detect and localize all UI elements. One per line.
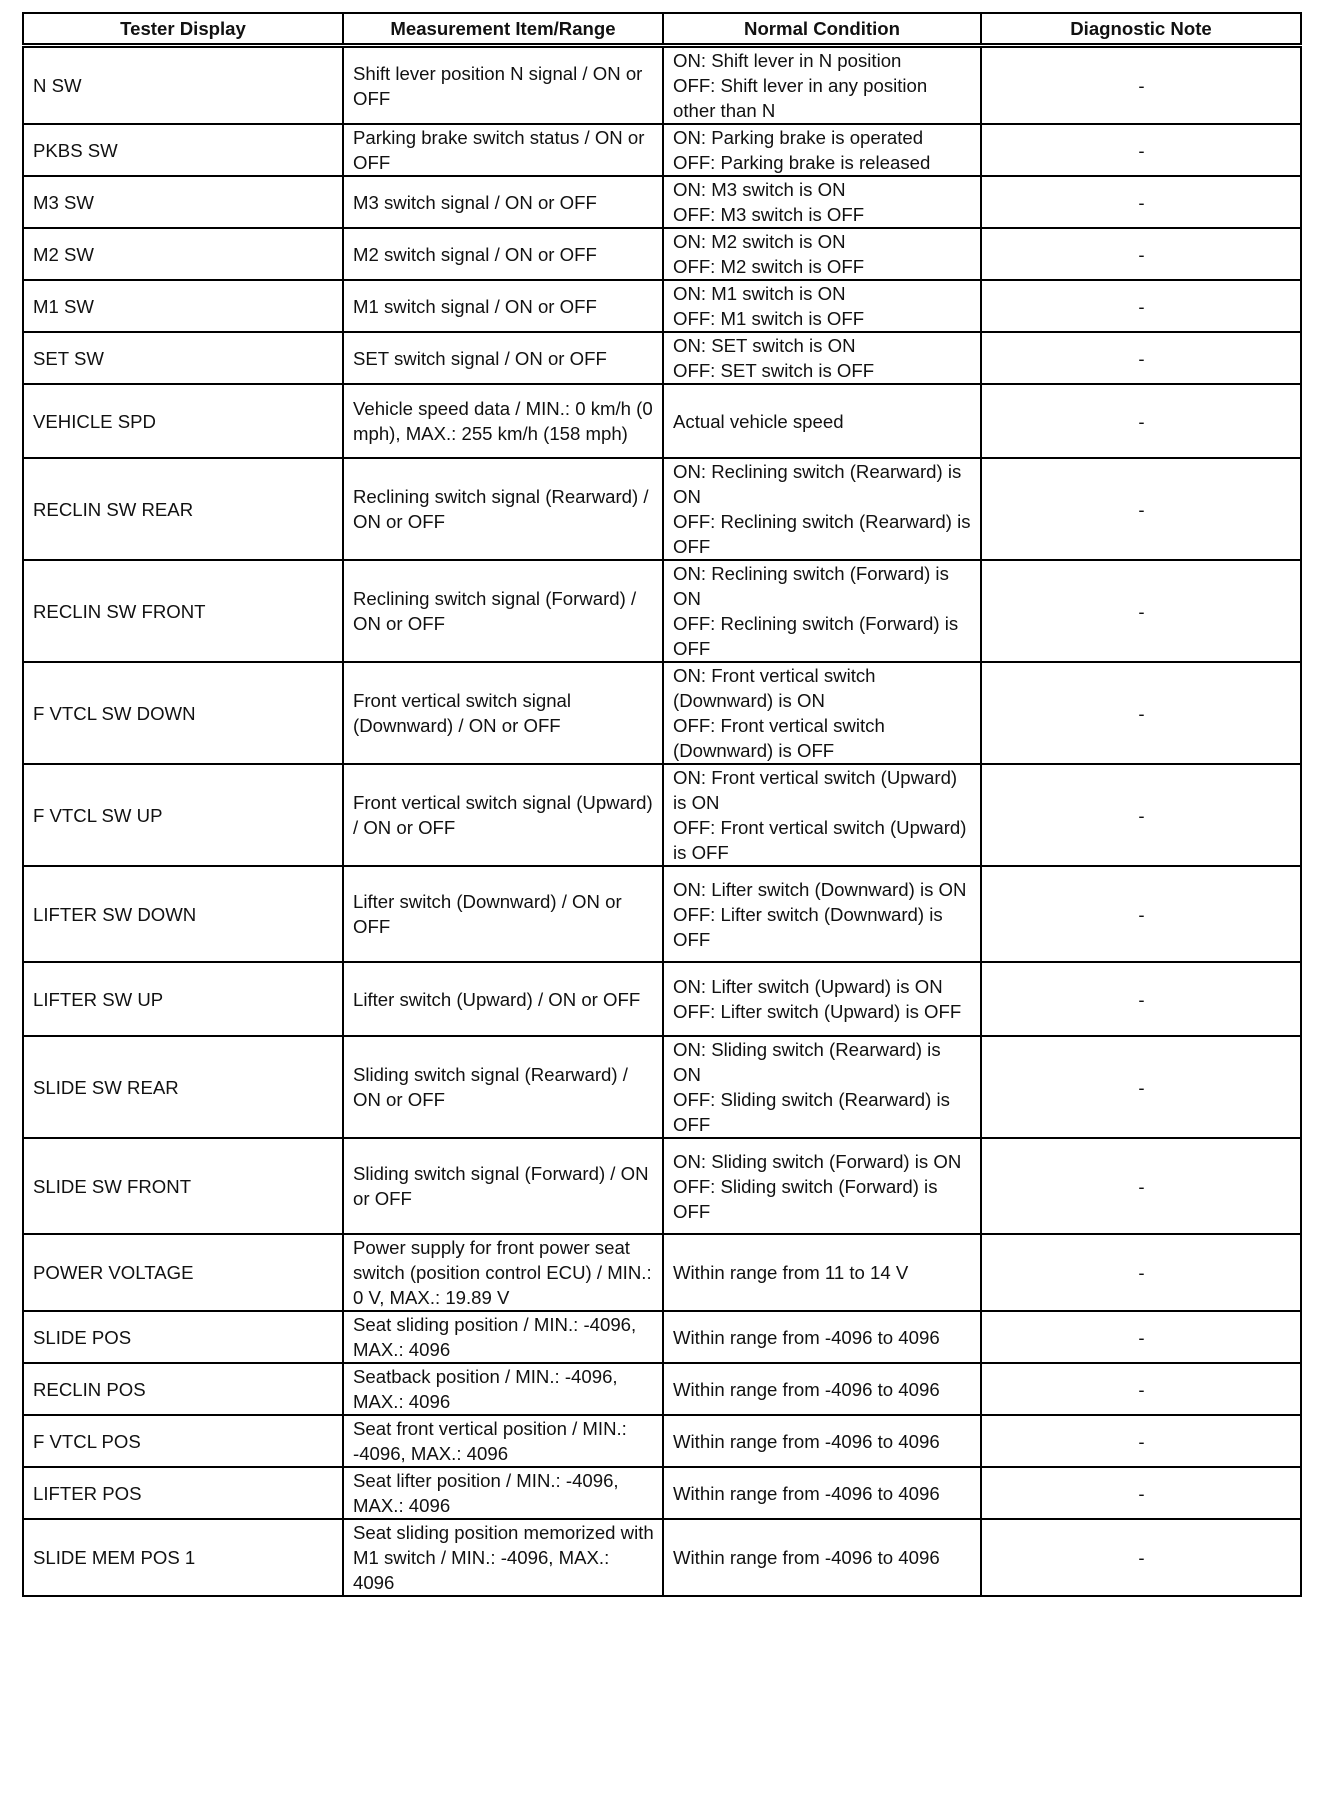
condition-line: ON: Lifter switch (Downward) is ON xyxy=(673,878,967,900)
header-normal-condition: Normal Condition xyxy=(663,13,981,46)
measurement-item-cell: Lifter switch (Downward) / ON or OFF xyxy=(343,866,663,962)
diagnostic-note-cell: - xyxy=(981,176,1301,228)
tester-display-cell: N SW xyxy=(23,46,343,125)
table-row xyxy=(23,228,1301,280)
tester-display-cell: RECLIN SW REAR xyxy=(23,458,343,560)
table-row xyxy=(23,1467,1301,1519)
normal-condition-cell xyxy=(663,332,981,384)
measurement-item-cell: Parking brake switch status / ON or OFF xyxy=(343,124,663,176)
tester-display-cell: LIFTER SW DOWN xyxy=(23,866,343,962)
normal-condition-cell xyxy=(663,764,981,866)
normal-condition-cell xyxy=(663,458,981,560)
tester-data-table xyxy=(22,12,1302,1597)
condition-line: ON: Front vertical switch (Downward) is ON xyxy=(673,665,881,711)
table-row xyxy=(23,332,1301,384)
measurement-item-cell: Power supply for front power seat switch (position control ECU) / MIN.: 0 V, MAX.: 19.89 V xyxy=(343,1234,663,1311)
condition-line: OFF: Reclining switch (Forward) is OFF xyxy=(673,613,964,659)
header-tester-display: Tester Display xyxy=(23,13,343,46)
condition-line: Within range from -4096 to 4096 xyxy=(673,1482,940,1504)
measurement-item-cell: Seat front vertical position / MIN.: -4096, MAX.: 4096 xyxy=(343,1415,663,1467)
diagnostic-note-cell: - xyxy=(981,1311,1301,1363)
table-row xyxy=(23,560,1301,662)
condition-line: ON: Sliding switch (Forward) is ON xyxy=(673,1150,962,1172)
normal-condition-cell xyxy=(663,662,981,764)
condition-line: OFF: Reclining switch (Rearward) is OFF xyxy=(673,511,976,557)
measurement-item-cell: Reclining switch signal (Rearward) / ON or OFF xyxy=(343,458,663,560)
normal-condition-cell xyxy=(663,1519,981,1596)
table-row xyxy=(23,1519,1301,1596)
condition-line: ON: Parking brake is operated xyxy=(673,127,924,148)
condition-line: Within range from -4096 to 4096 xyxy=(673,1430,940,1452)
normal-condition-cell xyxy=(663,866,981,962)
diagnostic-note-cell: - xyxy=(981,384,1301,458)
data-list-sheet xyxy=(22,12,1300,1597)
normal-condition-cell xyxy=(663,1138,981,1234)
diagnostic-note-cell: - xyxy=(981,1467,1301,1519)
measurement-item-cell: Sliding switch signal (Forward) / ON or OFF xyxy=(343,1138,663,1234)
diagnostic-note-cell: - xyxy=(981,332,1301,384)
condition-line: ON: Reclining switch (Rearward) is ON xyxy=(673,461,967,507)
condition-line: OFF: M3 switch is OFF xyxy=(673,204,865,225)
normal-condition-cell xyxy=(663,560,981,662)
measurement-item-cell: M3 switch signal / ON or OFF xyxy=(343,176,663,228)
measurement-item-cell: Seat sliding position memorized with M1 switch / MIN.: -4096, MAX.: 4096 xyxy=(343,1519,663,1596)
normal-condition-cell xyxy=(663,124,981,176)
normal-condition-cell xyxy=(663,1036,981,1138)
diagnostic-note-cell: - xyxy=(981,280,1301,332)
table-row xyxy=(23,1415,1301,1467)
diagnostic-note-cell: - xyxy=(981,764,1301,866)
tester-display-cell: SLIDE SW REAR xyxy=(23,1036,343,1138)
table-row xyxy=(23,46,1301,125)
table-row xyxy=(23,662,1301,764)
header-diagnostic-note: Diagnostic Note xyxy=(981,13,1301,46)
tester-display-cell: POWER VOLTAGE xyxy=(23,1234,343,1311)
diagnostic-note-cell: - xyxy=(981,46,1301,125)
table-row xyxy=(23,764,1301,866)
diagnostic-note-cell: - xyxy=(981,662,1301,764)
tester-display-cell: RECLIN SW FRONT xyxy=(23,560,343,662)
condition-line: ON: Shift lever in N position xyxy=(673,50,902,71)
measurement-item-cell: Sliding switch signal (Rearward) / ON or OFF xyxy=(343,1036,663,1138)
condition-line: ON: Lifter switch (Upward) is ON xyxy=(673,976,943,997)
table-row xyxy=(23,1234,1301,1311)
diagnostic-note-cell: - xyxy=(981,124,1301,176)
normal-condition-cell xyxy=(663,176,981,228)
condition-line: OFF: Sliding switch (Forward) is OFF xyxy=(673,1175,943,1222)
condition-line: OFF: SET switch is OFF xyxy=(673,360,875,381)
tester-display-cell: F VTCL SW DOWN xyxy=(23,662,343,764)
condition-line: Actual vehicle speed xyxy=(673,410,844,432)
normal-condition-cell xyxy=(663,228,981,280)
condition-line: ON: Sliding switch (Rearward) is ON xyxy=(673,1039,946,1085)
normal-condition-cell xyxy=(663,1415,981,1467)
condition-line: Within range from -4096 to 4096 xyxy=(673,1378,940,1400)
condition-line: OFF: Sliding switch (Rearward) is OFF xyxy=(673,1089,956,1135)
diagnostic-note-cell: - xyxy=(981,1036,1301,1138)
measurement-item-cell: Front vertical switch signal (Upward) / ON or OFF xyxy=(343,764,663,866)
measurement-item-cell: SET switch signal / ON or OFF xyxy=(343,332,663,384)
table-row xyxy=(23,1311,1301,1363)
condition-line: ON: Reclining switch (Forward) is ON xyxy=(673,563,955,609)
table-row xyxy=(23,1138,1301,1234)
condition-line: Within range from -4096 to 4096 xyxy=(673,1326,940,1348)
diagnostic-note-cell: - xyxy=(981,866,1301,962)
normal-condition-cell xyxy=(663,1363,981,1415)
condition-line: ON: M2 switch is ON xyxy=(673,231,846,252)
tester-display-cell: M2 SW xyxy=(23,228,343,280)
measurement-item-cell: Seat sliding position / MIN.: -4096, MAX.: 4096 xyxy=(343,1311,663,1363)
measurement-item-cell: M2 switch signal / ON or OFF xyxy=(343,228,663,280)
condition-line: OFF: M2 switch is OFF xyxy=(673,256,865,277)
tester-display-cell: VEHICLE SPD xyxy=(23,384,343,458)
condition-line: ON: Front vertical switch (Upward) is ON xyxy=(673,767,963,813)
tester-display-cell: SLIDE SW FRONT xyxy=(23,1138,343,1234)
tester-display-cell: LIFTER SW UP xyxy=(23,962,343,1036)
tester-display-cell: F VTCL SW UP xyxy=(23,764,343,866)
measurement-item-cell: Reclining switch signal (Forward) / ON or OFF xyxy=(343,560,663,662)
measurement-item-cell: Vehicle speed data / MIN.: 0 km/h (0 mph), MAX.: 255 km/h (158 mph) xyxy=(343,384,663,458)
table-row xyxy=(23,176,1301,228)
condition-line: Within range from -4096 to 4096 xyxy=(673,1547,940,1568)
table-row xyxy=(23,1363,1301,1415)
table-row xyxy=(23,1036,1301,1138)
condition-line: OFF: Parking brake is released xyxy=(673,152,931,173)
table-header xyxy=(23,13,1301,46)
table-row xyxy=(23,280,1301,332)
condition-line: ON: SET switch is ON xyxy=(673,335,856,356)
header-row xyxy=(23,13,1301,46)
normal-condition-cell xyxy=(663,962,981,1036)
tester-display-cell: LIFTER POS xyxy=(23,1467,343,1519)
diagnostic-note-cell: - xyxy=(981,1363,1301,1415)
table-body xyxy=(23,46,1301,1597)
condition-line: OFF: Front vertical switch (Downward) is OFF xyxy=(673,715,890,761)
diagnostic-note-cell: - xyxy=(981,1234,1301,1311)
table-row xyxy=(23,866,1301,962)
tester-display-cell: M3 SW xyxy=(23,176,343,228)
tester-display-cell: PKBS SW xyxy=(23,124,343,176)
normal-condition-cell xyxy=(663,1311,981,1363)
diagnostic-note-cell: - xyxy=(981,1415,1301,1467)
condition-line: OFF: M1 switch is OFF xyxy=(673,308,865,329)
header-measurement-item: Measurement Item/Range xyxy=(343,13,663,46)
diagnostic-note-cell: - xyxy=(981,560,1301,662)
tester-display-cell: SET SW xyxy=(23,332,343,384)
condition-line: ON: M1 switch is ON xyxy=(673,283,846,304)
condition-line: OFF: Shift lever in any position other than N xyxy=(673,75,933,121)
measurement-item-cell: M1 switch signal / ON or OFF xyxy=(343,280,663,332)
table-row xyxy=(23,124,1301,176)
table-row xyxy=(23,458,1301,560)
normal-condition-cell xyxy=(663,280,981,332)
measurement-item-cell: Seatback position / MIN.: -4096, MAX.: 4096 xyxy=(343,1363,663,1415)
diagnostic-note-cell: - xyxy=(981,228,1301,280)
normal-condition-cell xyxy=(663,384,981,458)
condition-line: OFF: Lifter switch (Upward) is OFF xyxy=(673,1001,962,1022)
tester-display-cell: SLIDE POS xyxy=(23,1311,343,1363)
condition-line: ON: M3 switch is ON xyxy=(673,179,846,200)
measurement-item-cell: Lifter switch (Upward) / ON or OFF xyxy=(343,962,663,1036)
tester-display-cell: SLIDE MEM POS 1 xyxy=(23,1519,343,1596)
measurement-item-cell: Seat lifter position / MIN.: -4096, MAX.: 4096 xyxy=(343,1467,663,1519)
normal-condition-cell xyxy=(663,46,981,125)
diagnostic-note-cell: - xyxy=(981,962,1301,1036)
diagnostic-note-cell: - xyxy=(981,1519,1301,1596)
diagnostic-note-cell: - xyxy=(981,458,1301,560)
table-row xyxy=(23,962,1301,1036)
measurement-item-cell: Shift lever position N signal / ON or OFF xyxy=(343,46,663,125)
table-row xyxy=(23,384,1301,458)
normal-condition-cell xyxy=(663,1234,981,1311)
normal-condition-cell xyxy=(663,1467,981,1519)
tester-display-cell: F VTCL POS xyxy=(23,1415,343,1467)
tester-display-cell: M1 SW xyxy=(23,280,343,332)
condition-line: OFF: Lifter switch (Downward) is OFF xyxy=(673,903,948,950)
condition-line: OFF: Front vertical switch (Upward) is OFF xyxy=(673,817,972,863)
tester-display-cell: RECLIN POS xyxy=(23,1363,343,1415)
measurement-item-cell: Front vertical switch signal (Downward) / ON or OFF xyxy=(343,662,663,764)
diagnostic-note-cell: - xyxy=(981,1138,1301,1234)
condition-line: Within range from 11 to 14 V xyxy=(673,1262,909,1283)
